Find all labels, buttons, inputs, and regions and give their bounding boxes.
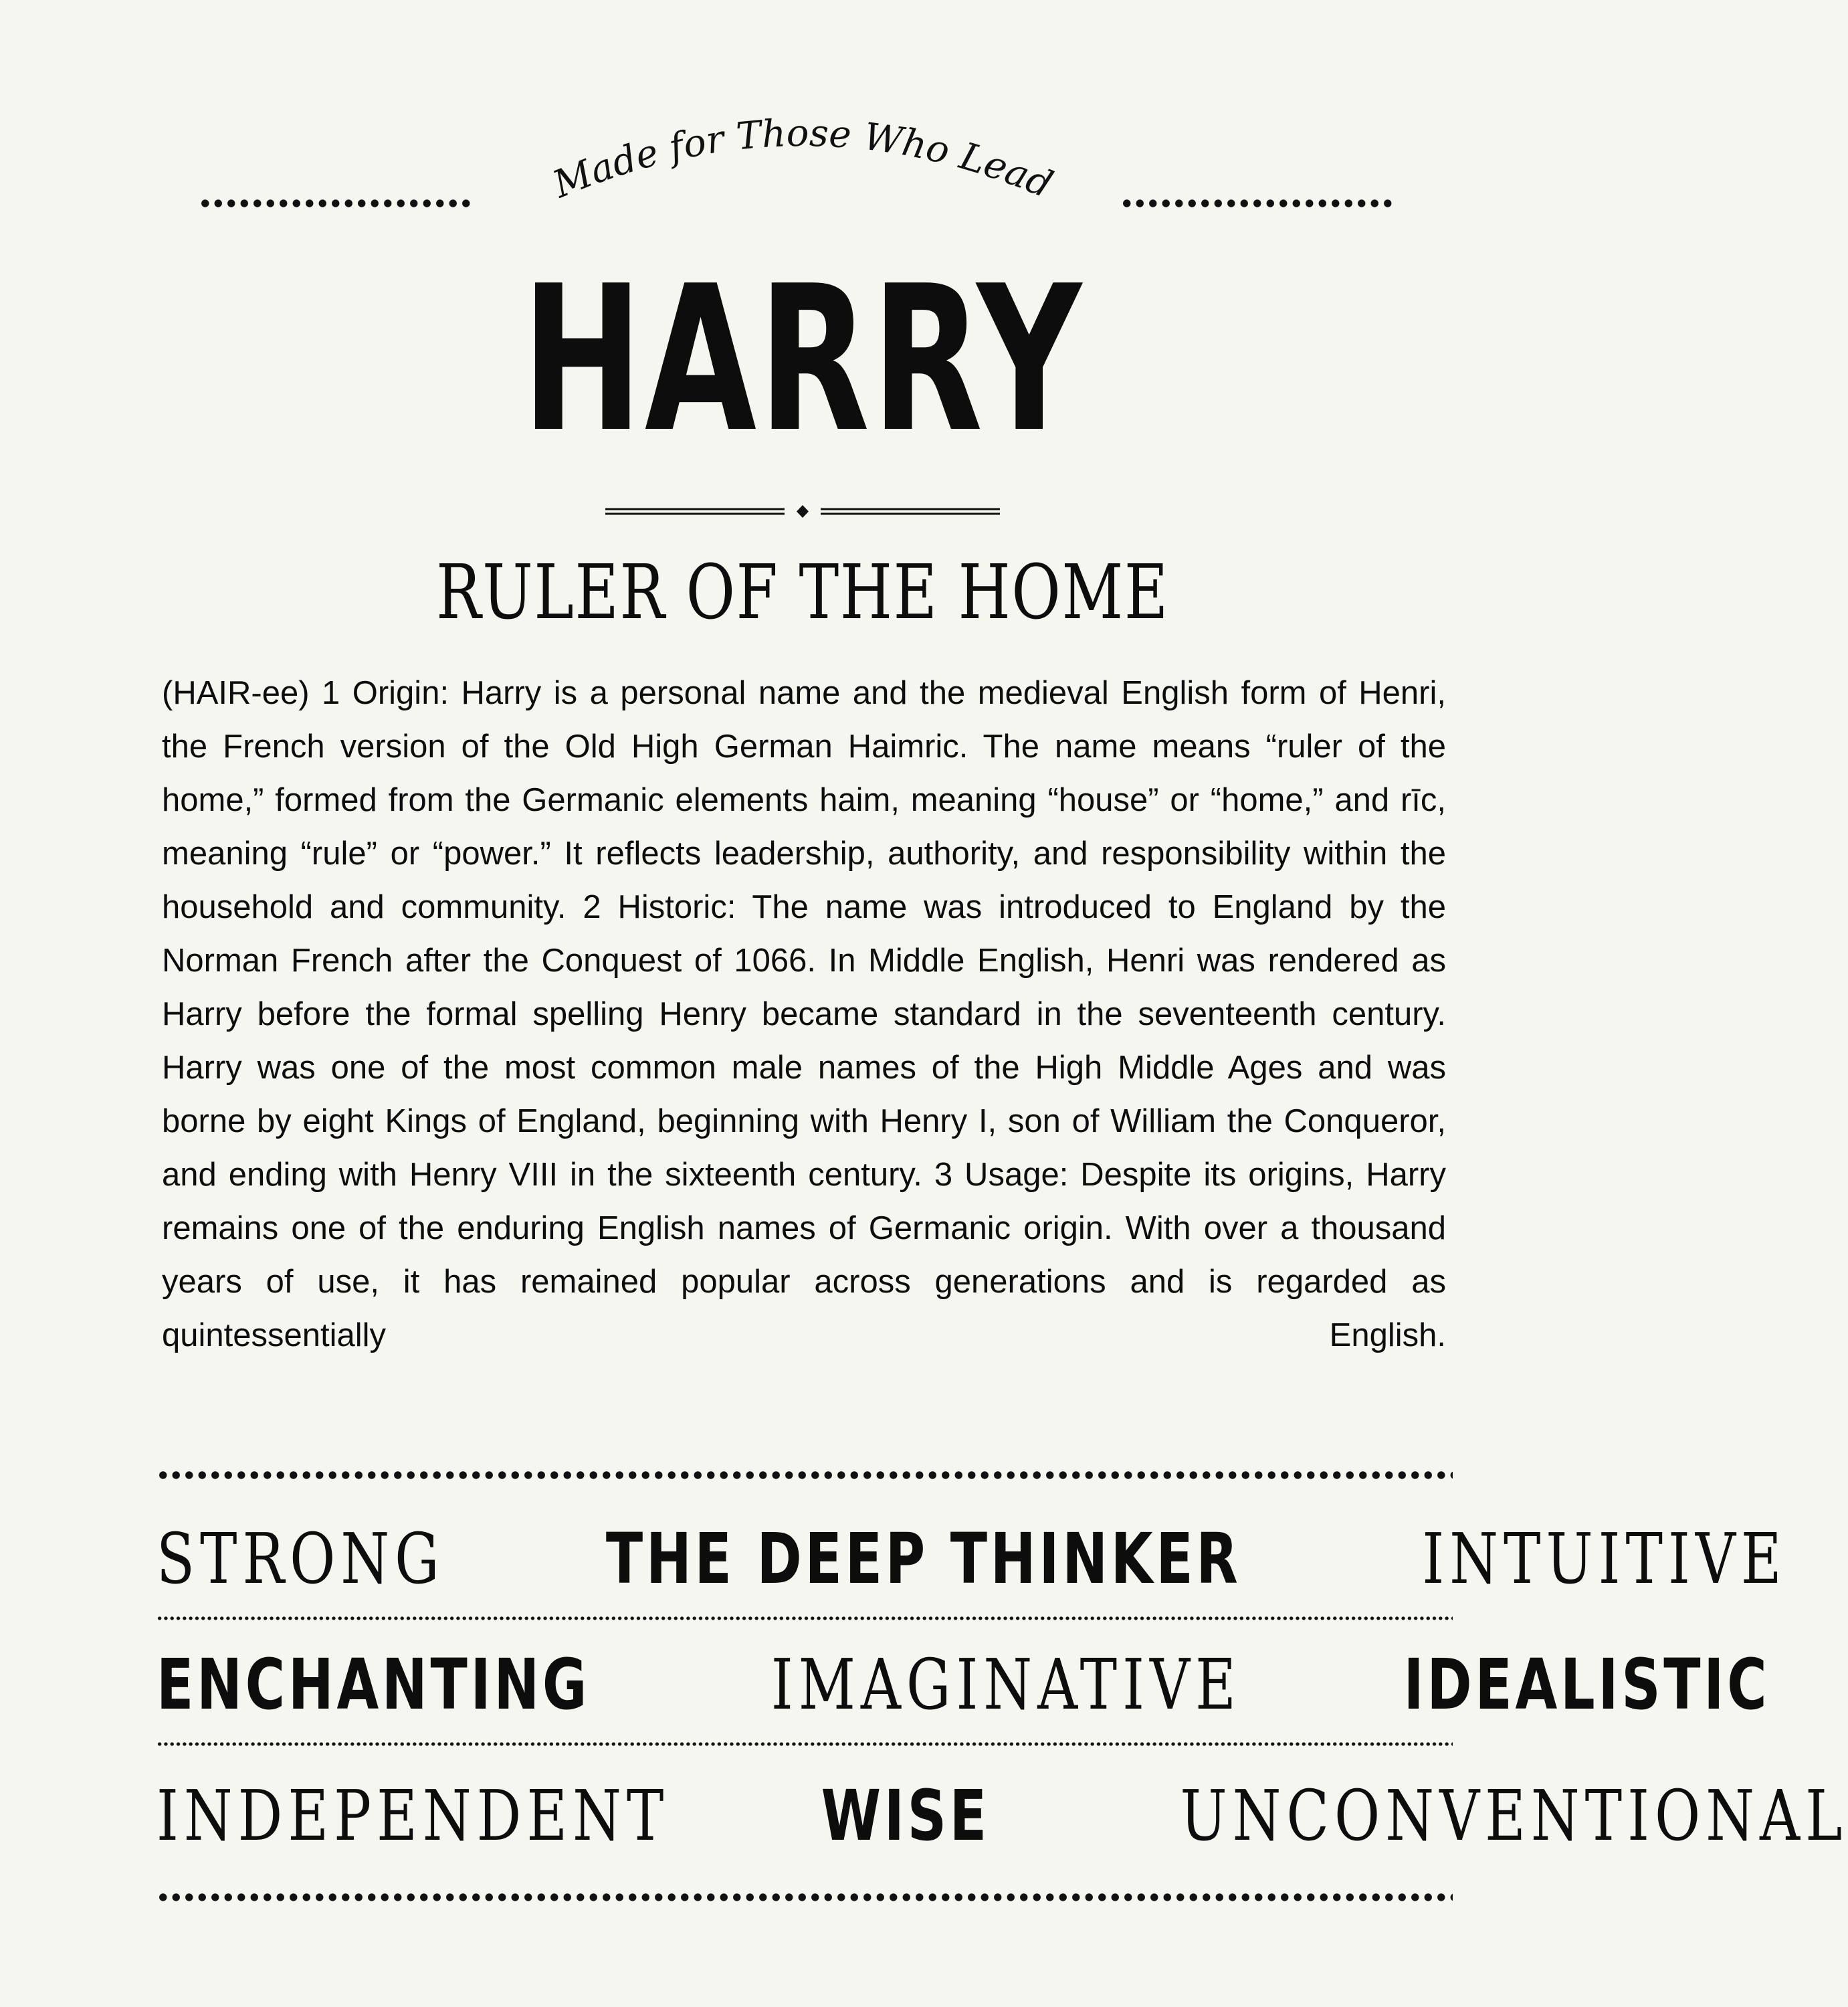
name-title: HARRY (522, 243, 1084, 476)
trait-word: WISE (821, 1775, 990, 1856)
tagline-text: Made for Those Who Lead (546, 111, 1059, 207)
trait-row-1 (157, 1518, 1787, 1600)
trait-word: INDEPENDENT (157, 1775, 670, 1856)
trait-word: INTUITIVE (1422, 1518, 1787, 1600)
traits-top-dotted-rule (157, 1470, 1453, 1480)
svg-text:Made for Those Who Lead (546, 112, 1059, 207)
ornament-divider (605, 503, 1000, 519)
trait-separator-1 (157, 1616, 1453, 1620)
trait-word: IMAGINATIVE (771, 1644, 1241, 1725)
trait-word: IDEALISTIC (1403, 1644, 1770, 1725)
trait-word: ENCHANTING (157, 1644, 591, 1725)
traits-bottom-dotted-rule (157, 1893, 1453, 1902)
diamond-icon (797, 505, 809, 518)
tagline (0, 0, 1605, 227)
trait-row-2 (157, 1644, 1770, 1725)
name-description: (HAIR-ee) 1 Origin: Harry is a personal name and the medieval English form of Henri, the French version of the Old High German Haimric. The name means “ruler of the home,” formed from the Germanic elements haim, meaning “house” or “home,” and rīc, meaning “rule” or “power.” It reflects leadership, authority, and responsibility within the household and community. 2 Historic: The name was introduced to England by the Norman French after the Conquest of 1066. In Middle English, Henri was rendered as Harry before the formal spelling Henry became standard in the seventeenth century. Harry was one of the most common male names of the High Middle Ages and was borne by eight Kings of England, beginning with Henry I, son of William the Conqueror, and ending with Henry VIII in the sixteenth century. 3 Usage: Despite its origins, Harry remains one of the enduring English names of Germanic origin. With over a thousand years of use, it has remained popular across generations and is regarded as quintessentially English. (162, 675, 1446, 1353)
trait-row-3 (157, 1775, 1848, 1856)
trait-word: STRONG (157, 1518, 445, 1600)
trait-word: UNCONVENTIONAL (1180, 1775, 1848, 1856)
name-meaning: RULER OF THE HOME (436, 549, 1169, 636)
trait-separator-2 (157, 1742, 1453, 1746)
trait-word: THE DEEP THINKER (606, 1518, 1241, 1600)
